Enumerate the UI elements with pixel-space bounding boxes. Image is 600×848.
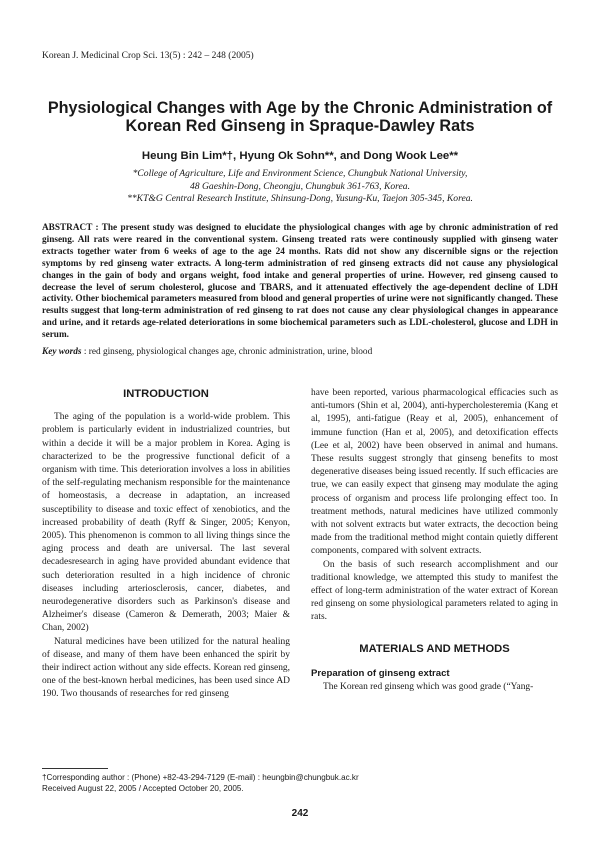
paragraph: have been reported, various pharmacological efficacies such as anti-tumors (Shin et al, 2004), anti-hypercholesteremia (Kang et al, 1995), anti-fatigue (Reay et al, 2005), enhancement of immune function (Han et al, 2005), and detoxification effects (Lee et al, 2002) have been observed in animal and humans. These results suggest strongly that ginseng benefits to most degenerative diseases being issued recently. If such efficacies are true, we can easily expect that ginseng may modulate the aging process of organism and process life prolonging effect too. In treatment methods, natural medicines have utilized commonly with not solvent extracts but water extracts, the decoction being made from the traditional method might contain quietly different components, compared with solvent extracts. [311, 388, 558, 557]
section-heading-introduction: INTRODUCTION [123, 388, 209, 400]
paper-title [40, 99, 560, 135]
title-line-1: Physiological Changes with Age by the Chronic Administration of [47, 99, 553, 117]
received-accepted-note: Received August 22, 2005 / Accepted October 20, 2005. [42, 784, 244, 794]
author-list: Heung Bin Lim*†, Hyung Ok Sohn**, and Dong Wook Lee** [141, 150, 459, 162]
paragraph: On the basis of such research accomplishment and our traditional knowledge, we attempted this study to manifest the effect of long-term administration of the water extract of Korean red ginseng on some physiological parameters related to aging in rats. [311, 559, 558, 623]
abstract: ABSTRACT : The present study was designed to elucidate the physiological changes with age by chronic administration of red ginseng. All rats were reared in the conventional system. Ginseng treated rats were continously supplied with ginseng water extracts together water from 6 weeks of age to the age 24 months. Rats did not show any discernible signs or the rejection symptoms by red ginseng water extracts. A long-term administration of red ginseng extracts did not cause any physiological changes in the gain of body and organs weight, food intake and general properties of urine. However, red ginseng caused to decrease the level of serum cholesterol, glucose and TBARS, and it attenuated effectively the age-dependent decline of LDH activity. Other biochemical parameters measured from blood and general properties of urine were not significantly changed. These results suggest that long-term administration of red ginseng to rat does not cause any clear physiological changes in appearance and urine, and it retards age-related deteriorations in some biochemical parameters such as LDL-cholesterol, glucose and LDH in serum. [42, 223, 558, 341]
paragraph: Natural medicines have been utilized for the natural healing of disease, and many of them have been enhanced the spirit by their indirect action without any side effects. Korean red ginseng, one of the best-known herbal medicines, has been used since AD 190. Two thousands of researches for red ginseng [42, 636, 290, 700]
right-column [311, 387, 558, 694]
section-heading-materials-methods: MATERIALS AND METHODS [359, 642, 510, 655]
affiliation-line-2: 48 Gaeshin-Dong, Cheongju, Chungbuk 361-763, Korea. [189, 180, 411, 192]
page-number: 242 [291, 808, 309, 819]
keywords [42, 347, 558, 357]
paragraph: The aging of the population is a world-wide problem. This problem is particularly evident in industrialized countries, but within a decide it will be a major problem in Korea. Aging is characterized to be the progressive functional deficit of a organism with time. This deterioration involves a loss in abilities of the self-regulating mechanism responsible for the maintenance of homeostasis, a decrease in adaptation, an increased susceptibility to disease and toxic effect of xenobiotics, and the increased probability of death (Ryff & Singer, 2005; Kenyon, 2005). This phenomenon is common to all living things since the aging process and death are universal. The last several decadesresearch in aging have provided abundant evidence that such deterioration resulted in a high incidence of chronic diseases including arteriosclerosis, cancer, diabetes, and neurodegenerative disorders such as Parkinson's disease and Alzheimer's disease (Cameron & Demerath, 2003; Maier & Chan, 2002) [42, 412, 290, 634]
journal-reference: Korean J. Medicinal Crop Sci. 13(5) : 242 – 248 (2005) [42, 51, 254, 61]
corresponding-author-note: †Corresponding author : (Phone) +82-43-294-7129 (E-mail) : heungbin@chungbuk.ac.kr [42, 773, 359, 782]
footnote-divider [42, 768, 108, 769]
subsection-heading: Preparation of ginseng extract [311, 667, 450, 679]
footnote [42, 772, 558, 795]
title-line-2: Korean Red Ginseng in Spraque-Dawley Rats [125, 117, 475, 135]
affiliation-line-3: **KT&G Central Research Institute, Shinsung-Dong, Yusung-Ku, Taejon 305-345, Korea. [127, 193, 473, 204]
paragraph: The Korean red ginseng which was good grade (“Yang- [323, 682, 534, 693]
keywords-label: Key words [42, 347, 82, 357]
affiliations [40, 168, 560, 206]
affiliation-line-1: *College of Agriculture, Life and Environment Science, Chungbuk National University, [132, 168, 468, 179]
keywords-text: : red ginseng, physiological changes age, chronic administration, urine, blood [81, 347, 373, 357]
left-column [42, 388, 290, 702]
